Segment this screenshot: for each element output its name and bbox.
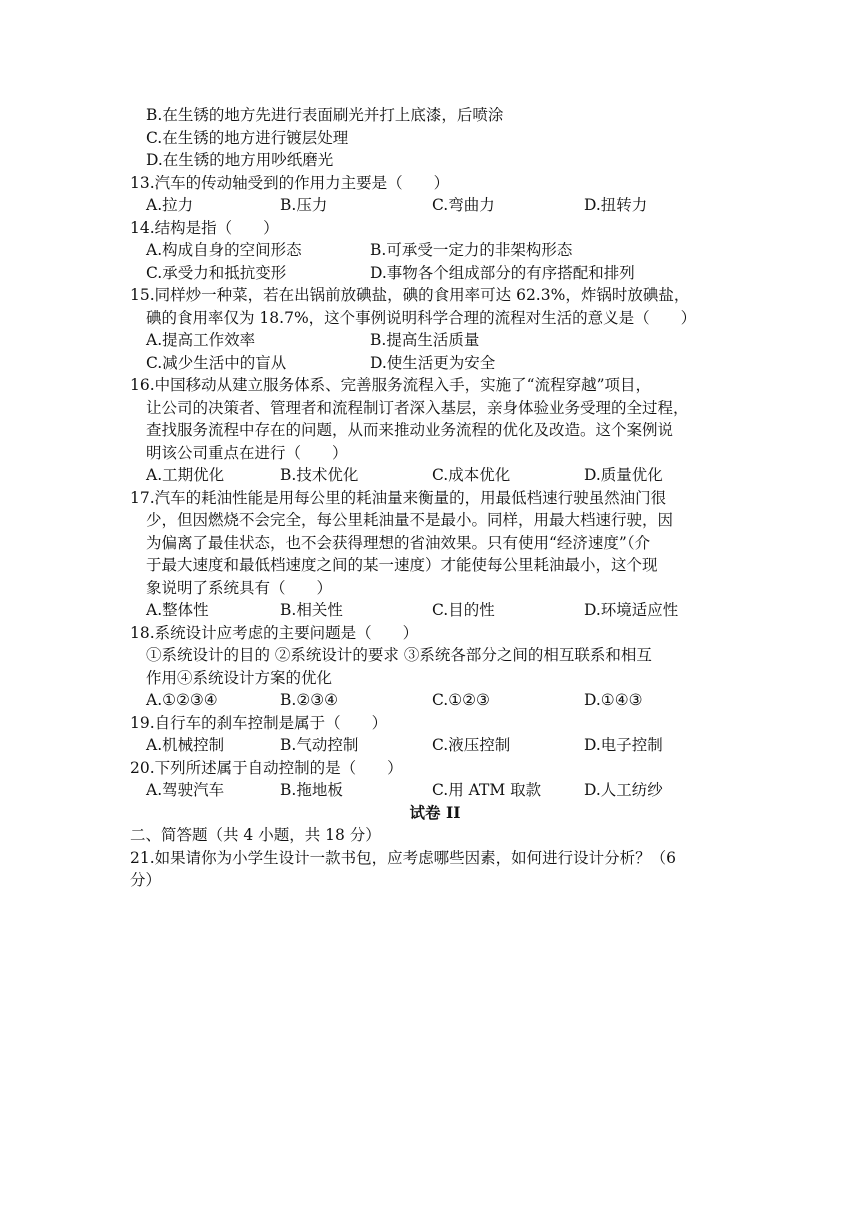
option-choice: C.弯曲力: [432, 196, 495, 214]
option-choice: B.压力: [280, 196, 328, 214]
option-choice: D.①④③: [584, 691, 643, 709]
option-choice: C.①②③: [432, 691, 490, 709]
text-line: C.在生锈的地方进行镀层处理: [146, 128, 349, 147]
text-line: D.在生锈的地方用吵纸磨光: [146, 151, 334, 169]
text-line: 象说明了系统具有（ ）: [146, 578, 333, 597]
option-choice: B.技术优化: [280, 466, 359, 484]
text-line: 21.如果请你为小学生设计一款书包，应考虑哪些因素，如何进行设计分析？（6: [130, 848, 677, 867]
options-row: [130, 599, 740, 622]
option-choice: C.减少生活中的盲从: [146, 353, 287, 372]
text-line: ①系统设计的目的 ②系统设计的要求 ③系统各部分之间的相互联系和相互: [146, 646, 652, 664]
option-choice: D.电子控制: [584, 736, 663, 754]
text-line: 13.汽车的传动轴受到的作用力主要是（ ）: [130, 173, 450, 192]
option-choice: A.拉力: [146, 196, 194, 214]
option-choice: B.②③④: [280, 691, 339, 709]
text-line: 16.中国移动从建立服务体系、完善服务流程入手，实施了“流程穿越”项目，: [130, 376, 652, 394]
option-choice: A.机械控制: [146, 736, 225, 754]
option-choice: D.使生活更为安全: [370, 353, 496, 372]
option-choice: A.工期优化: [146, 466, 225, 484]
text-line: B.在生锈的地方先进行表面刷光并打上底漆，后喷涂: [146, 106, 504, 124]
option-choice: D.质量优化: [584, 466, 663, 484]
option-choice: A.构成自身的空间形态: [146, 241, 302, 259]
text-line: 19.自行车的刹车控制是属于（ ）: [130, 713, 388, 732]
option-choice: B.气动控制: [280, 736, 359, 754]
text-line: 让公司的决策者、管理者和流程制订者深入基层，亲身体验业务受理的全过程，: [146, 398, 689, 417]
option-choice: B.相关性: [280, 601, 343, 619]
options-row: [130, 779, 740, 802]
options-row: [130, 239, 740, 262]
text-line: 17.汽车的耗油性能是用每公里的耗油量来衡量的，用最低档速行驶虽然油门很: [130, 488, 667, 507]
option-choice: D.事物各个组成部分的有序搭配和排列: [370, 263, 635, 282]
option-choice: C.成本优化: [432, 466, 511, 484]
text-line: 18.系统设计应考虑的主要问题是（ ）: [130, 623, 419, 642]
option-choice: A.驾驶汽车: [146, 781, 225, 799]
option-choice: A.①②③④: [146, 691, 218, 709]
option-choice: C.用 ATM 取款: [432, 781, 542, 799]
options-row: [130, 194, 740, 217]
text-line: 20.下列所述属于自动控制的是（ ）: [130, 758, 403, 777]
text-line: 14.结构是指（ ）: [130, 218, 279, 237]
option-choice: B.提高生活质量: [370, 331, 480, 349]
option-choice: A.整体性: [146, 601, 209, 619]
options-row: [130, 689, 740, 712]
option-choice: A.提高工作效率: [146, 331, 256, 349]
options-row: [130, 262, 740, 285]
exam-content: [130, 104, 740, 892]
option-choice: B.可承受一定力的非架构形态: [370, 241, 573, 259]
text-line: 15.同样炒一种菜，若在出锅前放碘盐，碘的食用率可达 62.3%，炸锅时放碘盐，: [130, 286, 690, 304]
option-choice: C.液压控制: [432, 736, 511, 754]
text-line: 分）: [130, 871, 162, 889]
option-choice: D.环境适应性: [584, 601, 679, 619]
option-choice: C.承受力和抵抗变形: [146, 263, 287, 282]
option-choice: D.人工纺纱: [584, 781, 663, 799]
options-row: [130, 352, 740, 375]
text-line: 查找服务流程中存在的问题，从而来推动业务流程的优化及改造。这个案例说: [146, 421, 674, 439]
option-choice: B.拖地板: [280, 781, 343, 799]
options-row: [130, 734, 740, 757]
options-row: [130, 329, 740, 352]
text-line: 于最大速度和最低档速度之间的某一速度）才能使每公里耗油最小，这个现: [146, 556, 658, 574]
option-choice: C.目的性: [432, 601, 495, 619]
options-row: [130, 464, 740, 487]
text-line: 作用④系统设计方案的优化: [146, 668, 333, 687]
option-choice: D.扭转力: [584, 196, 648, 214]
text-line: 为偏离了最佳状态，也不会获得理想的省油效果。只有使用“经济速度”（介: [146, 533, 651, 552]
text-line: 碘的食用率仅为 18.7%，这个事例说明科学合理的流程对生活的意义是（ ）: [146, 308, 697, 327]
text-line: 少，但因燃烧不会完全，每公里耗油量不是最小。同样，用最大档速行驶，因: [146, 511, 674, 529]
section-title: 试卷 II: [409, 802, 461, 822]
text-line: 明该公司重点在进行（ ）: [146, 443, 348, 462]
text-line: 二、简答题（共 4 小题，共 18 分）: [130, 826, 381, 844]
